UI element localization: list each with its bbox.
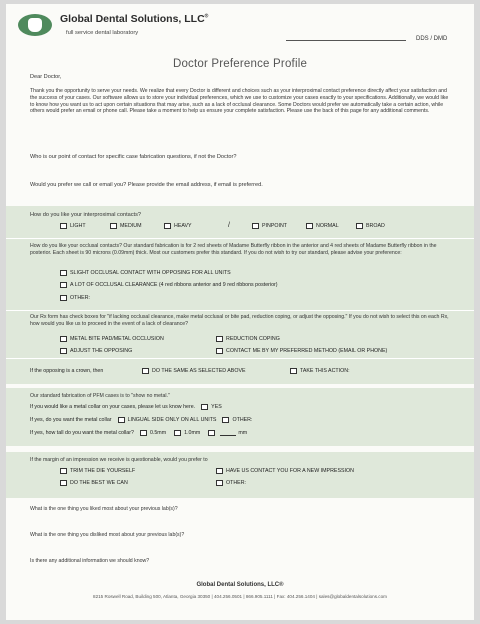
checkbox-lingual[interactable] [118, 417, 125, 423]
collar-height-row: If yes, how tall do you want the metal collar? 0.5mm 1.0mm mm [30, 430, 248, 436]
checkbox-new-impression[interactable]: HAVE US CONTACT YOU FOR A NEW IMPRESSION [216, 468, 354, 474]
checkbox-custom-mm[interactable] [208, 430, 215, 436]
checkbox-heavy[interactable]: HEAVY [164, 223, 192, 229]
checkbox-yes[interactable] [201, 404, 208, 410]
checkbox-medium[interactable]: MEDIUM [110, 223, 141, 229]
disliked-question: What is the one thing you disliked most about your previous lab(s)? [30, 532, 185, 538]
document-page [6, 4, 474, 620]
checkbox-lot-clearance[interactable]: A LOT OF OCCLUSAL CLEARANCE (4 red ribbons anterior and 9 red ribbons posterior) [60, 282, 278, 288]
salutation: Dear Doctor, [30, 74, 62, 80]
occlusal-question: How do you like your occlusal contacts? Our standard fabrication is for 2 red sheets of Madame Butterfly ribbon in the anterior and 4 red sheets of Madame Butterfly ribbon in the posterior. Each sheet is 90 microns (0.09mm) thick. Most our customers prefer this standard. If you do not wish to try our standard, please advise your preference: [30, 243, 437, 256]
custom-mm-field[interactable] [220, 431, 236, 436]
checkbox-reduction-coping[interactable]: REDUCTION COPING [216, 336, 280, 342]
page-title: Doctor Preference Profile [172, 58, 308, 70]
contact-question: Who is our point of contact for specific case fabrication questions, if not the Doctor? [30, 154, 237, 160]
checkbox-metal-bite-pad[interactable]: METAL BITE PAD/METAL OCCLUSION [60, 336, 164, 342]
dds-label: DDS / DMD [416, 36, 448, 42]
pfm-intro: Our standard fabrication of PFM cases is to "show no metal." [30, 393, 170, 399]
intro-paragraph: Thank you the opportunity to serve your needs. We realize that every Doctor is different and choices such as your interproximal contact preference directly affect your satisfaction and the success of your cases. Our software allows us to store your individual preferences, which we use to customize your cases exactly to your specifications. Additionally, we would like to know how you want us to act upon certain situations that may arise, such as a lack of occlusal clearance. Some Doctors would prefer we automatically take a certain action, while others would prefer an email or phone call. Please take a moment to help us ensure your complete satisfaction. Please use the back of this page for any additional comments. [30, 88, 449, 115]
checkbox-take-this-action[interactable]: TAKE THIS ACTION: [290, 368, 350, 374]
checkbox-margin-other[interactable]: OTHER: [216, 480, 246, 486]
checkbox-normal[interactable]: NORMAL [306, 223, 339, 229]
checkbox-05mm[interactable] [140, 430, 147, 436]
option-separator: / [228, 222, 230, 229]
crown-row: If the opposing is a crown, then [30, 368, 104, 374]
collar-question-row: If you would like a metal collar on your cases, please let us know here. YES [30, 404, 222, 410]
checkbox-pinpoint[interactable]: PINPOINT [252, 223, 287, 229]
collar-where-row: If yes, do you want the metal collar LINGUAL SIDE ONLY ON ALL UNITS OTHER: [30, 417, 253, 423]
checkbox-adjust-opposing[interactable]: ADJUST THE OPPOSING [60, 348, 132, 354]
checkbox-10mm[interactable] [174, 430, 181, 436]
checkbox-slight-occlusal[interactable]: SLIGHT OCCLUSAL CONTACT WITH OPPOSING FOR ALL UNITS [60, 270, 231, 276]
checkbox-trim-die[interactable]: TRIM THE DIE YOURSELF [60, 468, 135, 474]
footer-address: 8215 Roswell Road, Building 500, Atlanta, Georgia 30350 | 404.256.0501 | 866.905.1111 | Fax: 404.256.1404 | sales@globaldentalsolutions.com [93, 594, 387, 599]
additional-question: Is there any additional information we should know? [30, 558, 150, 564]
footer-company: Global Dental Solutions, LLC® [196, 582, 284, 588]
company-name: Global Dental Solutions, LLC® [60, 13, 209, 25]
checkbox-occlusal-other[interactable]: OTHER: [60, 295, 90, 301]
interproximal-question: How do you like your interproximal contacts? [30, 212, 141, 218]
checkbox-collar-other[interactable] [222, 417, 229, 423]
checkbox-best-we-can[interactable]: DO THE BEST WE CAN [60, 480, 128, 486]
liked-question: What is the one thing you liked most about your previous lab(s)? [30, 506, 178, 512]
tooth-icon [28, 18, 42, 32]
doctor-name-field[interactable] [286, 40, 406, 41]
checkbox-contact-me[interactable]: CONTACT ME BY MY PREFERRED METHOD (EMAIL OR PHONE) [216, 348, 387, 354]
email-question: Would you prefer we call or email you? Please provide the email address, if email is preferred. [30, 182, 263, 188]
company-tagline: full service dental laboratory [66, 30, 139, 36]
checkbox-light[interactable]: LIGHT [60, 223, 86, 229]
checkbox-broad[interactable]: BROAD [356, 223, 385, 229]
rx-question: Our Rx form has check boxes for "if lacking occlusal clearance, make metal occlusal or bite pad, reduction coping, or adjust the opposing." If you do not wish to select this on each Rx, how would you like us to proceed in the event of a lack of clearance? [30, 314, 449, 327]
margin-question: If the margin of an impression we receive is questionable, would you prefer to [30, 457, 208, 463]
checkbox-same-as-above[interactable]: DO THE SAME AS SELECTED ABOVE [142, 368, 246, 374]
